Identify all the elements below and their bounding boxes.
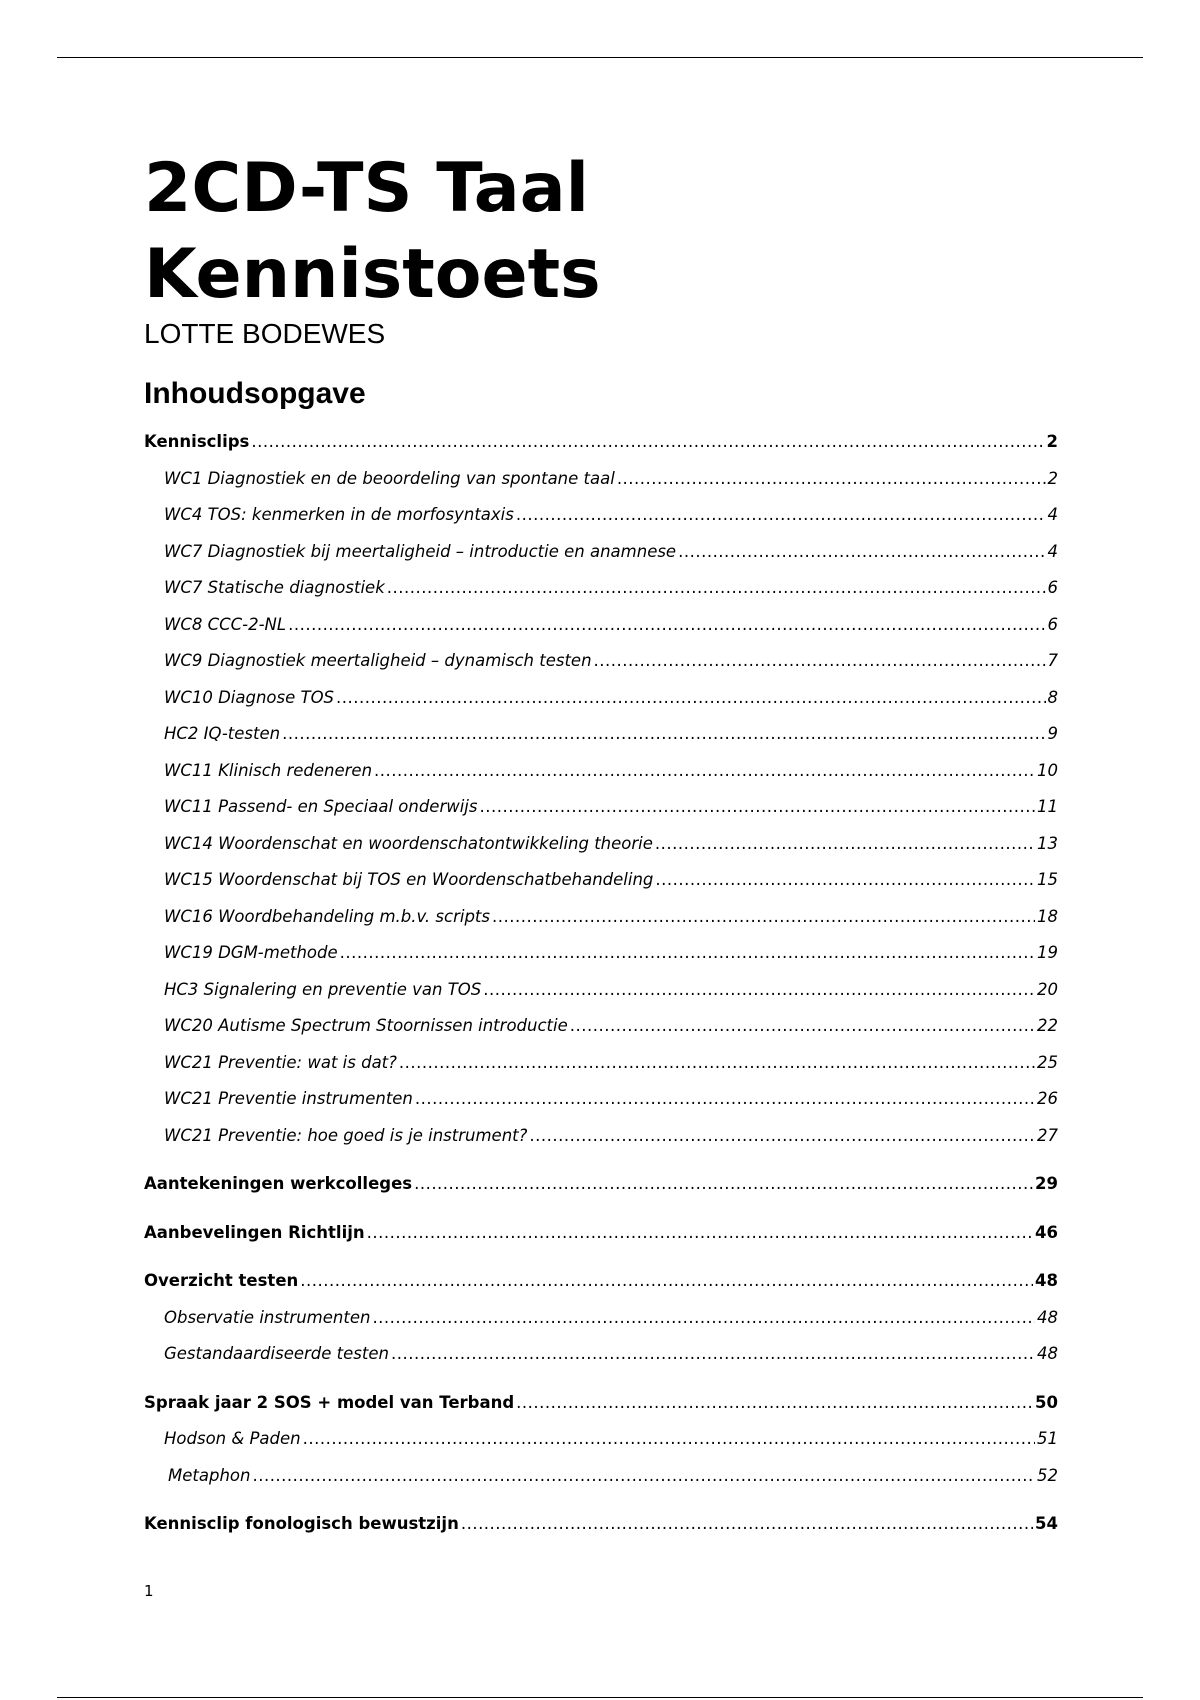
toc-entry-label: Kennisclip fonologisch bewustzijn — [144, 1514, 459, 1533]
toc-entry-label: WC15 Woordenschat bij TOS en Woordenschatbehandeling — [164, 870, 654, 889]
toc-entry-label: Aanbevelingen Richtlijn — [144, 1222, 365, 1242]
toc-entry[interactable] — [144, 1393, 1058, 1430]
toc-leader-dots — [516, 1393, 1033, 1412]
toc-entry[interactable] — [144, 1223, 1058, 1260]
toc-entry-label: WC14 Woordenschat en woordenschatontwikkeling theorie — [164, 833, 653, 853]
toc-entry[interactable] — [144, 542, 1058, 579]
toc-entry-page: 18 — [1037, 906, 1058, 926]
toc-entry-label: HC2 IQ-testen — [164, 724, 281, 743]
toc-entry[interactable] — [144, 1466, 1058, 1503]
toc-leader-dots — [282, 724, 1045, 743]
toc-leader-dots — [387, 578, 1046, 597]
toc-entry-label: WC9 Diagnostiek meertaligheid – dynamisch testen — [164, 651, 592, 670]
toc-entry-page: 48 — [1037, 1344, 1058, 1363]
toc-entry-page: 52 — [1037, 1465, 1058, 1485]
toc-entry-label: WC10 Diagnose TOS — [164, 687, 335, 707]
toc-entry-label: WC21 Preventie instrumenten — [164, 1089, 413, 1108]
toc-entry-label: Gestandaardiseerde testen — [164, 1344, 389, 1363]
toc-leader-dots — [367, 1223, 1033, 1242]
toc-entry-page: 19 — [1037, 943, 1058, 962]
toc-entry[interactable] — [144, 651, 1058, 688]
toc-entry-label: WC7 Diagnostiek bij meertaligheid – introductie en anamnese — [164, 541, 677, 561]
toc-entry[interactable] — [144, 1271, 1058, 1308]
toc-entry-page: 6 — [1047, 614, 1058, 634]
page-number: 1 — [144, 1582, 154, 1600]
toc-leader-dots — [655, 870, 1035, 889]
toc-entry-page: 8 — [1047, 687, 1058, 707]
toc-entry-page: 22 — [1037, 1016, 1058, 1035]
toc-entry-label: Observatie instrumenten — [164, 1307, 371, 1327]
toc-leader-dots — [570, 1016, 1035, 1035]
toc-entry-page: 51 — [1037, 1429, 1058, 1448]
document-title — [144, 146, 1058, 318]
toc-entry-page: 29 — [1035, 1174, 1058, 1193]
toc-leader-dots — [594, 651, 1046, 670]
toc-entry-label: Overzicht testen — [144, 1271, 299, 1290]
toc-leader-dots — [617, 469, 1046, 488]
table-of-contents — [144, 432, 1058, 1551]
toc-entry[interactable] — [144, 907, 1058, 944]
toc-entry-label: HC3 Signalering en preventie van TOS — [164, 979, 482, 999]
toc-entry-page: 25 — [1037, 1052, 1058, 1072]
toc-entry-page: 26 — [1037, 1089, 1058, 1108]
toc-entry[interactable] — [144, 1016, 1058, 1053]
toc-leader-dots — [251, 432, 1044, 451]
toc-leader-dots — [483, 980, 1035, 999]
toc-entry[interactable] — [144, 1514, 1058, 1551]
toc-entry-label: WC16 Woordbehandeling m.b.v. scripts — [164, 906, 490, 926]
toc-entry-label: Hodson & Paden — [164, 1429, 301, 1448]
toc-entry[interactable] — [144, 1174, 1058, 1211]
toc-entry-page: 11 — [1037, 797, 1058, 816]
toc-leader-dots — [336, 688, 1045, 707]
toc-entry[interactable] — [144, 724, 1058, 761]
toc-entry-label: WC8 CCC-2-NL — [164, 614, 287, 634]
toc-entry-label: Kennisclips — [144, 432, 250, 451]
toc-entry-page: 27 — [1037, 1125, 1058, 1145]
toc-leader-dots — [288, 615, 1045, 634]
toc-entry-page: 9 — [1047, 724, 1058, 743]
toc-entry-page: 50 — [1035, 1392, 1058, 1412]
title-line-1: 2CD-TS Taal — [144, 149, 589, 228]
toc-entry[interactable] — [144, 797, 1058, 834]
toc-leader-dots — [300, 1271, 1033, 1290]
top-rule — [57, 57, 1143, 58]
toc-leader-dots — [399, 1053, 1035, 1072]
toc-leader-dots — [492, 907, 1035, 926]
toc-entry-page: 48 — [1035, 1271, 1058, 1290]
toc-entry[interactable] — [144, 578, 1058, 615]
toc-entry-page: 48 — [1037, 1307, 1058, 1327]
toc-leader-dots — [372, 1308, 1035, 1327]
toc-entry-page: 15 — [1037, 870, 1058, 889]
toc-entry[interactable] — [144, 615, 1058, 652]
toc-entry-label: WC4 TOS: kenmerken in de morfosyntaxis — [164, 505, 514, 524]
toc-entry-label: WC21 Preventie: hoe goed is je instrument? — [164, 1125, 528, 1145]
toc-entry-page: 54 — [1035, 1514, 1058, 1533]
toc-entry-page: 2 — [1046, 432, 1058, 451]
toc-entry-label: Spraak jaar 2 SOS + model van Terband — [144, 1392, 515, 1412]
toc-entry-label: WC7 Statische diagnostiek — [164, 578, 385, 597]
toc-entry[interactable] — [144, 505, 1058, 542]
toc-leader-dots — [374, 761, 1035, 780]
toc-leader-dots — [529, 1126, 1035, 1145]
toc-entry[interactable] — [144, 1126, 1058, 1163]
toc-leader-dots — [414, 1174, 1033, 1193]
toc-entry-page: 4 — [1047, 505, 1058, 524]
toc-entry[interactable] — [144, 432, 1058, 469]
toc-entry[interactable] — [144, 469, 1058, 506]
toc-entry[interactable] — [144, 1053, 1058, 1090]
toc-leader-dots — [516, 505, 1046, 524]
author-name: LOTTE BODEWES — [144, 318, 386, 349]
toc-entry[interactable] — [144, 1344, 1058, 1381]
toc-entry-label: WC11 Klinisch redeneren — [164, 760, 373, 780]
toc-entry[interactable] — [144, 688, 1058, 725]
toc-entry[interactable] — [144, 980, 1058, 1017]
toc-entry-label: WC1 Diagnostiek en de beoordeling van spontane taal — [164, 468, 615, 488]
toc-entry[interactable] — [144, 870, 1058, 907]
toc-entry-label: WC20 Autisme Spectrum Stoornissen introductie — [164, 1016, 568, 1035]
toc-entry-page: 13 — [1037, 833, 1058, 853]
toc-entry-page: 20 — [1037, 979, 1058, 999]
toc-entry-label: Metaphon — [168, 1465, 251, 1485]
toc-entry-page: 2 — [1047, 468, 1058, 488]
toc-entry[interactable] — [144, 1429, 1058, 1466]
toc-entry[interactable] — [144, 1089, 1058, 1126]
bottom-rule — [57, 1697, 1143, 1698]
toc-heading: Inhoudsopgave — [144, 377, 366, 410]
toc-entry[interactable] — [144, 1308, 1058, 1345]
toc-entry-page: 7 — [1047, 651, 1058, 670]
title-line-2: Kennistoets — [144, 235, 601, 314]
toc-entry-page: 10 — [1037, 760, 1058, 780]
toc-leader-dots — [415, 1089, 1035, 1108]
toc-leader-dots — [391, 1344, 1035, 1363]
toc-leader-dots — [480, 797, 1036, 816]
toc-leader-dots — [678, 542, 1045, 561]
toc-leader-dots — [252, 1466, 1035, 1485]
toc-entry-label: Aantekeningen werkcolleges — [144, 1174, 413, 1193]
toc-entry-page: 6 — [1047, 578, 1058, 597]
toc-entry[interactable] — [144, 761, 1058, 798]
toc-leader-dots — [655, 834, 1035, 853]
toc-entry[interactable] — [144, 943, 1058, 980]
toc-leader-dots — [340, 943, 1035, 962]
toc-leader-dots — [461, 1514, 1033, 1533]
toc-entry-page: 46 — [1035, 1222, 1058, 1242]
toc-entry-label: WC19 DGM-methode — [164, 943, 338, 962]
toc-leader-dots — [303, 1429, 1035, 1448]
document-body — [144, 146, 1058, 1551]
toc-entry-label: WC11 Passend- en Speciaal onderwijs — [164, 797, 478, 816]
toc-entry-page: 4 — [1047, 541, 1058, 561]
toc-entry-label: WC21 Preventie: wat is dat? — [164, 1052, 397, 1072]
toc-entry[interactable] — [144, 834, 1058, 871]
